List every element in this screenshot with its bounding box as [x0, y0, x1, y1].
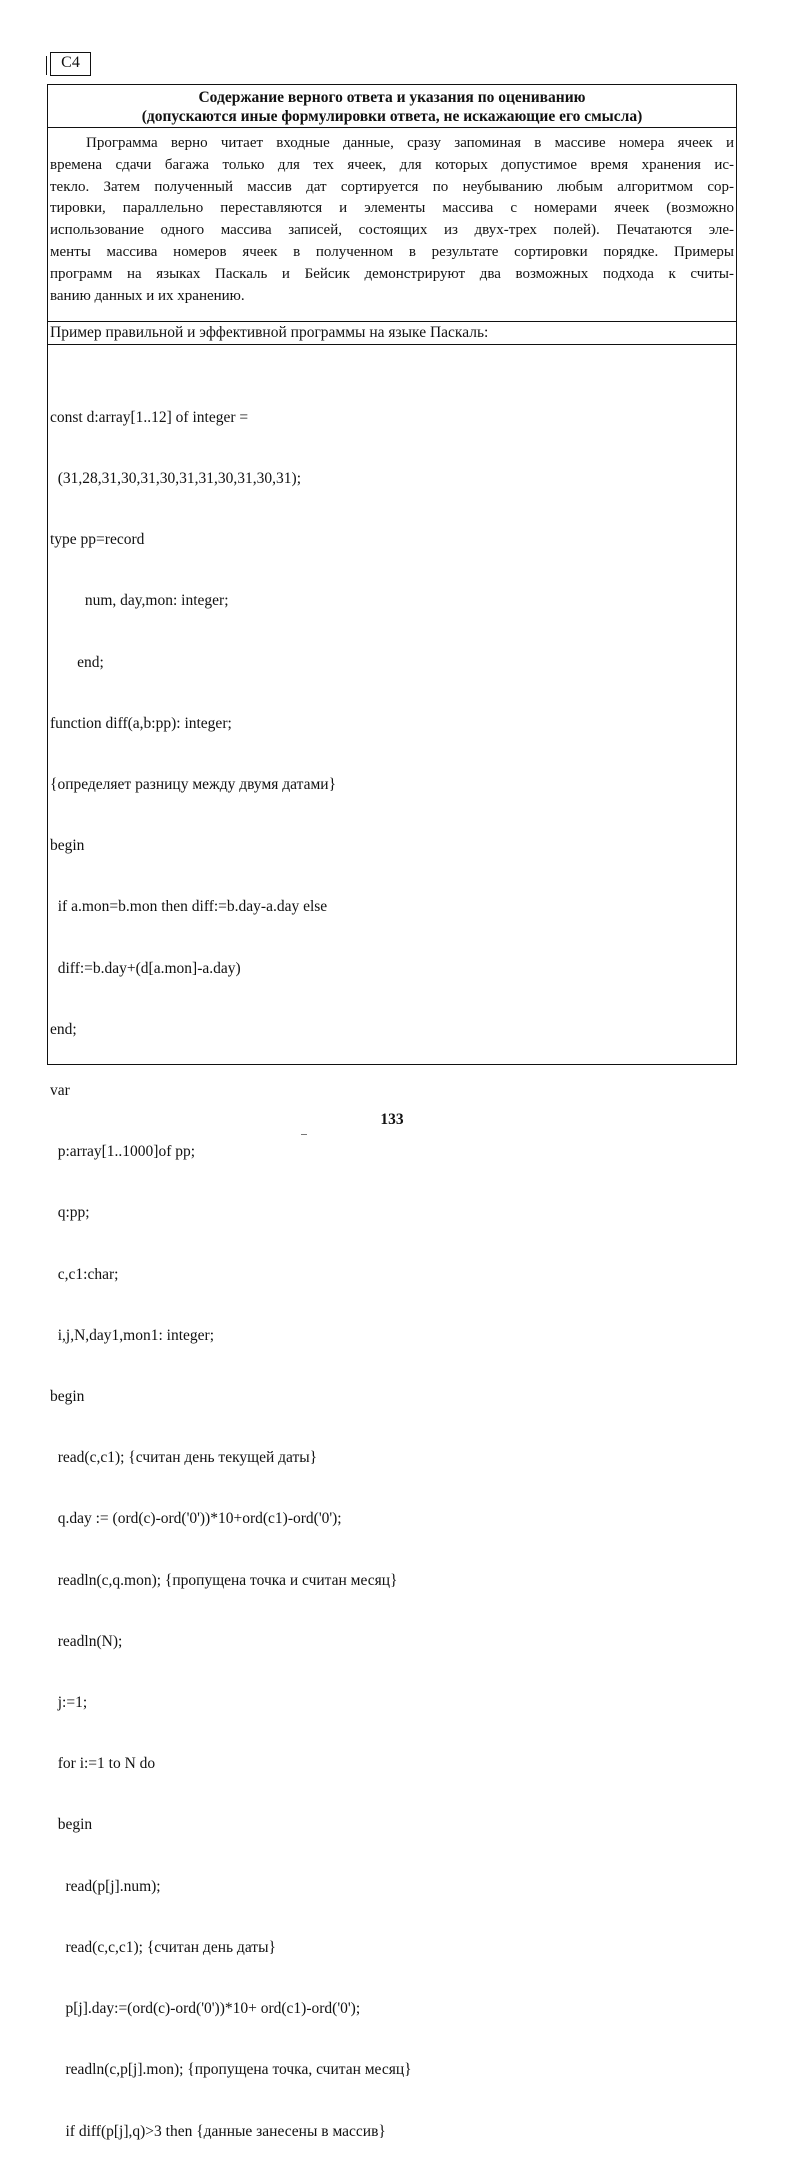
code-line: const d:array[1..12] of integer =	[50, 408, 249, 426]
code-line: p[j].day:=(ord(c)-ord('0'))*10+ ord(c1)-ord('0');	[50, 2000, 361, 2018]
code-line: num, day,mon: integer;	[50, 592, 229, 610]
code-line: diff:=b.day+(d[a.mon]-a.day)	[50, 959, 241, 977]
code-line: c,c1:char;	[50, 1265, 119, 1283]
description-line: текло. Затем полученный массив дат сортируется по неубыванию любым алгоритмом сор-	[50, 178, 734, 195]
pascal-code-listing	[50, 367, 730, 2183]
code-line: (31,28,31,30,31,30,31,31,30,31,30,31);	[50, 470, 302, 488]
code-line: begin	[50, 1388, 85, 1406]
code-line: read(c,c,c1); {считан день даты}	[50, 1938, 276, 1956]
code-line: readln(c,q.mon); {пропущена точка и считан месяц}	[50, 1571, 398, 1589]
code-line: function diff(a,b:pp): integer;	[50, 714, 232, 732]
code-line: read(c,c1); {считан день текущей даты}	[50, 1449, 318, 1467]
description-line: тировки, параллельно переставляются и элементы массива с номерами ячеек (возможно	[50, 200, 734, 217]
code-line: readln(N);	[50, 1632, 123, 1650]
code-line: var	[50, 1082, 70, 1100]
code-line: end;	[50, 653, 104, 671]
task-label: C4	[50, 52, 91, 76]
scan-mark	[301, 1134, 307, 1135]
code-line: if diff(p[j],q)>3 then {данные занесены в массив}	[50, 2122, 386, 2140]
code-line: for i:=1 to N do	[50, 1755, 156, 1773]
code-line: j:=1;	[50, 1694, 88, 1712]
description-line: времена сдачи багажа только для тех ячеек, для которых допустимое время хранения ис-	[50, 156, 734, 173]
description-line: Программа верно читает входные данные, сразу запоминая в массиве номера ячеек и	[86, 135, 734, 151]
code-line: if a.mon=b.mon then diff:=b.day-a.day else	[50, 898, 328, 916]
code-line: read(p[j].num);	[50, 1877, 161, 1895]
code-line: p:array[1..1000]of pp;	[50, 1143, 196, 1161]
code-line: type pp=record	[50, 531, 145, 549]
code-line: q:pp;	[50, 1204, 90, 1222]
code-line: q.day := (ord(c)-ord('0'))*10+ord(c1)-ord('0');	[50, 1510, 342, 1528]
section-header	[48, 85, 736, 128]
description-line: использование одного массива записей, состоящих из двух-трех полей). Печатаются эле-	[50, 222, 734, 239]
page-number: 133	[380, 1111, 404, 1128]
header-subtitle: (допускаются иные формулировки ответа, не искажающие его смысла)	[141, 108, 643, 125]
code-example-heading: Пример правильной и эффективной программы на языке Паскаль:	[48, 321, 736, 345]
header-title: Содержание верного ответа и указания по оцениванию	[198, 89, 586, 106]
code-line: i,j,N,day1,mon1: integer;	[50, 1326, 215, 1344]
description-line: программ на языках Паскаль и Бейсик демонстрируют два возможных подхода к считы-	[50, 265, 734, 282]
code-line: end;	[50, 1020, 77, 1038]
description-line: ванию данных и их хранению.	[50, 287, 245, 304]
code-line: begin	[50, 837, 85, 855]
code-line: readln(c,p[j].mon); {пропущена точка, считан месяц}	[50, 2061, 412, 2079]
code-line: {определяет разницу между двумя датами}	[50, 776, 337, 794]
code-line: begin	[50, 1816, 93, 1834]
description-line: менты массива номеров ячеек в полученном в результате сортировки порядке. Примеры	[50, 243, 734, 260]
